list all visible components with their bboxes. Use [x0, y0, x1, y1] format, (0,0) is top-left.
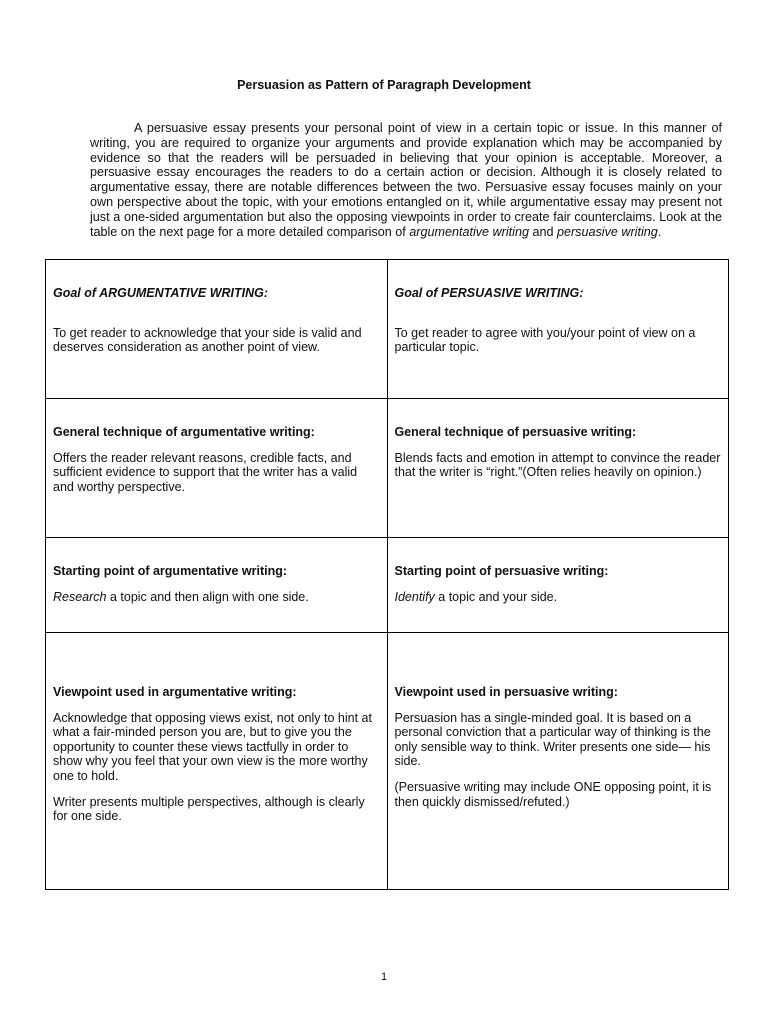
document-title: Persuasion as Pattern of Paragraph Development [237, 78, 531, 92]
intro-emphasis-argumentative: argumentative writing [409, 224, 529, 239]
argumentative-starting-point-text [53, 590, 381, 605]
argumentative-starting-point-rest: a topic and then align with one side. [106, 589, 309, 604]
intro-text-and: and [528, 224, 557, 239]
persuasive-technique-text: Blends facts and emotion in attempt to convince the reader that the writer is “right.”(Often relies heavily on opinion.) [394, 450, 721, 480]
persuasive-starting-point-emphasis: Identify [394, 589, 435, 604]
persuasive-starting-point-heading: Starting point of persuasive writing: [394, 564, 609, 578]
intro-emphasis-persuasive: persuasive writing [556, 224, 658, 239]
persuasive-starting-point-rest: a topic and your side. [434, 589, 558, 604]
cell-persuasive-starting-point [387, 538, 729, 633]
persuasive-goal-text: To get reader to agree with you/your point of view on a particular topic. [394, 325, 696, 355]
argumentative-viewpoint-text-2: Writer presents multiple perspectives, although is clearly for one side. [53, 794, 365, 824]
cell-argumentative-technique [46, 399, 388, 538]
table-row-viewpoint [46, 633, 729, 890]
argumentative-technique-text: Offers the reader relevant reasons, credible facts, and sufficient evidence to support that the writer has a valid and worthy perspective. [53, 450, 358, 494]
table-row-technique [46, 399, 729, 538]
intro-paragraph [90, 121, 722, 239]
intro-text-end: . [657, 224, 662, 239]
page-number: 1 [380, 971, 388, 983]
table-row-goal [46, 260, 729, 399]
cell-persuasive-viewpoint [387, 633, 729, 890]
persuasive-starting-point-text [395, 590, 723, 605]
argumentative-technique-heading: General technique of argumentative writing: [53, 425, 315, 439]
comparison-table [45, 259, 729, 890]
cell-persuasive-goal [387, 260, 729, 399]
argumentative-viewpoint-heading: Viewpoint used in argumentative writing: [53, 685, 297, 699]
argumentative-starting-point-heading: Starting point of argumentative writing: [53, 564, 288, 578]
cell-argumentative-viewpoint [46, 633, 388, 890]
persuasive-viewpoint-text-2: (Persuasive writing may include ONE opposing point, it is then quickly dismissed/refuted.) [394, 779, 712, 809]
cell-argumentative-goal [46, 260, 388, 399]
cell-persuasive-technique [387, 399, 729, 538]
persuasive-technique-heading: General technique of persuasive writing: [394, 425, 637, 439]
cell-argumentative-starting-point [46, 538, 388, 633]
argumentative-viewpoint-text-1: Acknowledge that opposing views exist, not only to hint at what a fair-minded person you are, but to give you the opportunity to counter these views tactfully in order to show why you feel that your own view is the more worthy one to hold. [53, 710, 372, 783]
intro-text: A persuasive essay presents your personal point of view in a certain topic or issue. In this manner of writing, you are required to organize your arguments and provide explanation which may be accompanied by evidence so that the readers will be persuaded in believing that your opinion is acceptable. Moreover, a persuasive essay encourages the readers to do a certain action or decision. Although it is closely related to argumentative essay, there are notable differences between the two. Persuasive essay focuses mainly on your own perspective about the topic, with your emotions entangled on it, while argumentative essay may present not just a one-sided argumentation but also the opposing viewpoints in order to create fair counterclaims. Look at the table on the next page for a more detailed comparison of [90, 121, 722, 239]
table-row-starting-point [46, 538, 729, 633]
persuasive-goal-heading: Goal of PERSUASIVE WRITING: [394, 286, 584, 300]
argumentative-starting-point-emphasis: Research [53, 589, 107, 604]
persuasive-viewpoint-heading: Viewpoint used in persuasive writing: [394, 685, 618, 699]
argumentative-goal-heading: Goal of ARGUMENTATIVE WRITING: [53, 286, 269, 300]
argumentative-goal-text: To get reader to acknowledge that your side is valid and deserves consideration as another point of view. [53, 325, 362, 355]
persuasive-viewpoint-text-1: Persuasion has a single-minded goal. It is based on a personal conviction that a particular way of thinking is the only sensible way to think. Writer presents one side— his side. [394, 710, 711, 769]
